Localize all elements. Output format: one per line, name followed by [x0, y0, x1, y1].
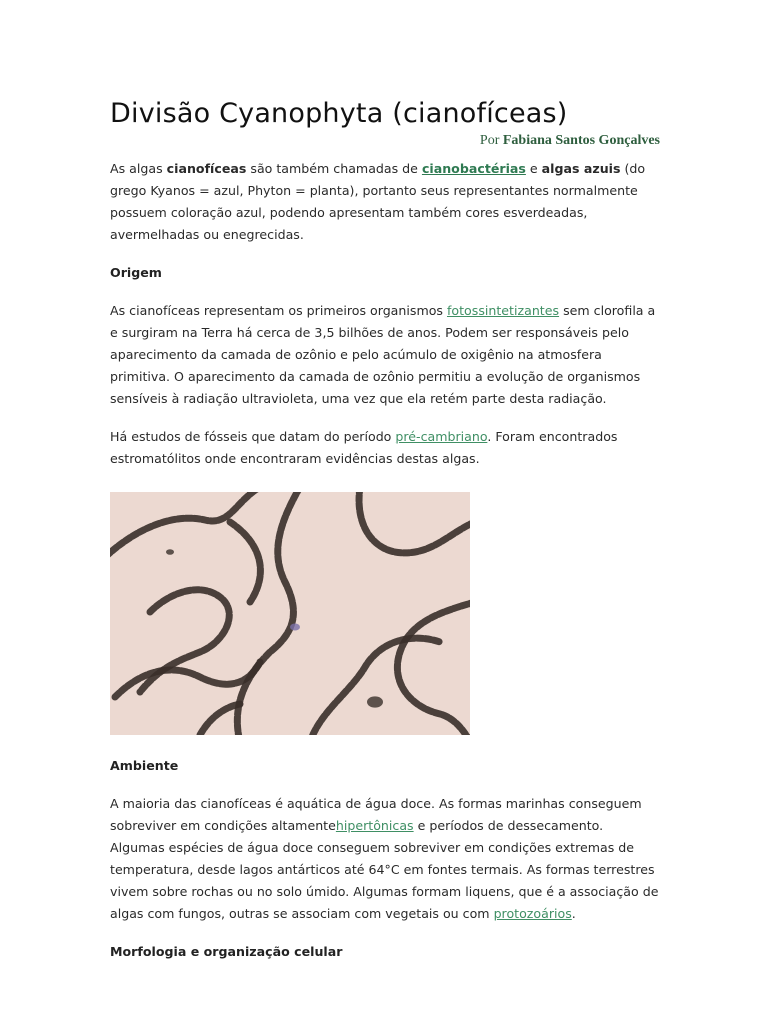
ambiente-paragraph [110, 793, 660, 925]
heading-ambiente: Ambiente [110, 758, 179, 773]
filament-6 [140, 590, 229, 692]
link-protozoarios[interactable]: protozoários [493, 906, 572, 921]
origem-text-2: sem clorofila a e surgiram na Terra há cerca de 3,5 bilhões de anos. Podem ser responsáveis pelo aparecimento da camada de ozônio e pelo acúmulo de oxigênio na atmosfera primitiva. O aparecimento da camada de ozônio permitiu a evolução de organismos sensíveis à radiação ultravioleta, uma vez que ela retém parte desta radiação. [110, 303, 656, 406]
page-title: Divisão Cyanophyta (cianofíceas) [110, 98, 568, 129]
filament-3 [237, 492, 300, 735]
filament-7 [310, 638, 440, 735]
intro-bold-2: algas azuis [541, 161, 621, 176]
ambiente-text-1: A maioria das cianofíceas é aquática de água doce. As formas marinhas conseguem sobreviver em condições altamente [110, 796, 642, 833]
ambiente-text-2: e períodos de dessecamento. Algumas espécies de água doce conseguem sobreviver em condições extremas de temperatura, desde lagos antárticos até 64°C em fontes termais. As formas terrestres vivem sobre rochas ou no solo úmido. Algumas formam liquens, que é a associação de algas com fungos, outras se associam com vegetais ou com [110, 818, 659, 921]
origem-text-1: As cianofíceas representam os primeiros organismos [110, 303, 447, 318]
link-fotossintetizantes[interactable]: fotossintetizantes [446, 303, 560, 318]
intro-bold-1: cianofíceas [166, 161, 247, 176]
cyanobacteria-micrograph [110, 492, 470, 735]
intro-text-2: são também chamadas de [246, 161, 422, 176]
byline [110, 132, 660, 150]
cell-2 [290, 624, 300, 631]
filament-4 [359, 492, 470, 553]
article [110, 96, 660, 963]
cell-1 [367, 696, 383, 707]
byline-prefix: Por [479, 133, 503, 148]
intro-text-1: As algas [110, 161, 167, 176]
micrograph-illustration [110, 492, 470, 735]
intro-text-4: (do grego Kyanos = azul, Phyton = planta), portanto seus representantes normalmente possuem coloração azul, podendo apresentam também cores esverdeadas, avermelhadas ou enegrecidas. [110, 161, 646, 242]
filament-8 [230, 522, 260, 602]
heading-morfologia: Morfologia e organização celular [110, 944, 343, 959]
filament-5 [397, 602, 470, 735]
origem-text-4: . Foram encontrados estromatólitos onde encontraram evidências destas algas. [110, 429, 618, 466]
link-cianobacterias[interactable]: cianobactérias [421, 161, 526, 176]
link-pre-cambriano[interactable]: pré-cambriano [395, 429, 488, 444]
cell-3 [166, 549, 174, 555]
heading-origem: Origem [110, 265, 162, 280]
intro-paragraph [110, 158, 660, 246]
origem-text-3: Há estudos de fósseis que datam do período [110, 429, 396, 444]
link-hipertonicas[interactable]: hipertônicas [335, 818, 414, 833]
origem-paragraph-2 [110, 426, 660, 470]
byline-author: Fabiana Santos Gonçalves [502, 133, 660, 148]
intro-text-3: e [525, 161, 542, 176]
origem-paragraph-1 [110, 300, 660, 410]
ambiente-text-3: . [571, 906, 576, 921]
